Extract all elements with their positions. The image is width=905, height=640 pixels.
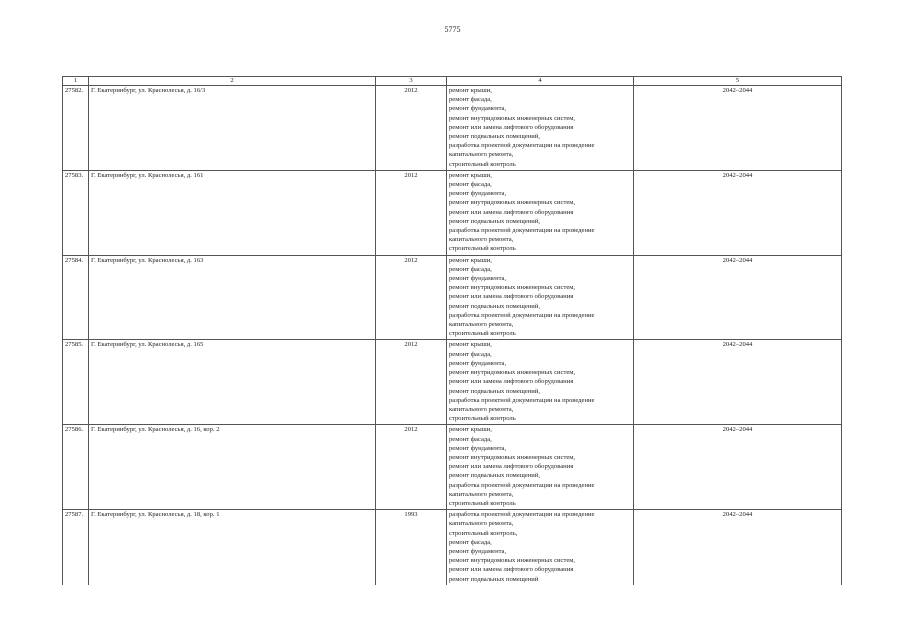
row-number: 27586. xyxy=(63,425,89,510)
row-address: Г. Екатеринбург, ул. Краснолесья, д. 16, кор. 2 xyxy=(89,425,376,510)
work-item: ремонт фасада, xyxy=(449,181,492,189)
work-item: ремонт внутридомовых инженерных систем, xyxy=(449,369,576,377)
work-item: ремонт или замена лифтового оборудования xyxy=(449,123,574,131)
table-header xyxy=(63,77,842,86)
header-row xyxy=(63,77,842,86)
work-item: ремонт подвальных помещений, xyxy=(449,302,540,310)
work-item: строительный контроль xyxy=(449,499,516,507)
work-item: ремонт фундамента, xyxy=(449,190,507,198)
work-item: ремонт внутридомовых инженерных систем, xyxy=(449,114,576,122)
work-item: ремонт крыши, xyxy=(449,341,492,349)
row-year: 2012 xyxy=(376,255,447,340)
table-row xyxy=(63,510,842,585)
work-item: ремонт или замена лифтового оборудования xyxy=(449,293,574,301)
header-col-2: 2 xyxy=(89,77,376,86)
work-item: разработка проектной документации на проведение xyxy=(449,396,595,404)
table-row xyxy=(63,340,842,425)
row-year: 2012 xyxy=(376,340,447,425)
row-period: 2042–2044 xyxy=(634,510,842,585)
work-item: капитального ремонта, xyxy=(449,490,514,498)
work-item: ремонт фасада, xyxy=(449,538,492,546)
work-item: строительный контроль, xyxy=(449,529,518,537)
row-works-list xyxy=(447,510,634,585)
row-works-list xyxy=(447,255,634,340)
row-period: 2042–2044 xyxy=(634,425,842,510)
row-period: 2042–2044 xyxy=(634,340,842,425)
row-year: 2012 xyxy=(376,425,447,510)
work-item: ремонт фундамента, xyxy=(449,105,507,113)
page-number: 5775 xyxy=(444,25,461,34)
row-works-list xyxy=(447,170,634,255)
work-item: ремонт внутридомовых инженерных систем, xyxy=(449,453,576,461)
work-item: ремонт фундамента, xyxy=(449,359,507,367)
work-item: капитального ремонта, xyxy=(449,405,514,413)
work-item: ремонт крыши, xyxy=(449,256,492,264)
table-row xyxy=(63,170,842,255)
row-number: 27587. xyxy=(63,510,89,585)
work-item: ремонт подвальных помещений, xyxy=(449,387,540,395)
table-row xyxy=(63,86,842,171)
work-item: капитального ремонта, xyxy=(449,236,514,244)
row-year: 1993 xyxy=(376,510,447,585)
work-item: капитального ремонта, xyxy=(449,321,514,329)
row-number: 27584. xyxy=(63,255,89,340)
header-col-4: 4 xyxy=(447,77,634,86)
work-item: ремонт фасада, xyxy=(449,96,492,104)
work-item: ремонт фасада, xyxy=(449,265,492,273)
row-period: 2042–2044 xyxy=(634,170,842,255)
row-address: Г. Екатеринбург, ул. Краснолесья, д. 165 xyxy=(89,340,376,425)
work-item: ремонт или замена лифтового оборудования xyxy=(449,378,574,386)
row-address: Г. Екатеринбург, ул. Краснолесья, д. 18, кор. 1 xyxy=(89,510,376,585)
work-item: ремонт крыши, xyxy=(449,171,492,179)
row-year: 2012 xyxy=(376,170,447,255)
table-body xyxy=(63,86,842,585)
work-item: ремонт крыши, xyxy=(449,87,492,94)
work-item: разработка проектной документации на проведение xyxy=(449,481,595,489)
row-period: 2042–2044 xyxy=(634,86,842,171)
work-item: ремонт фундамента, xyxy=(449,547,507,555)
work-item: ремонт внутридомовых инженерных систем, xyxy=(449,284,576,292)
row-number: 27585. xyxy=(63,340,89,425)
work-item: разработка проектной документации на проведение xyxy=(449,311,595,319)
work-item: строительный контроль xyxy=(449,415,516,423)
work-item: капитального ремонта, xyxy=(449,520,514,528)
work-item: ремонт фасада, xyxy=(449,350,492,358)
work-item: ремонт подвальных помещений, xyxy=(449,217,540,225)
work-item: ремонт подвальных помещений, xyxy=(449,472,540,480)
work-item: ремонт фундамента, xyxy=(449,275,507,283)
table-row xyxy=(63,425,842,510)
work-item: ремонт крыши, xyxy=(449,426,492,434)
header-col-1: 1 xyxy=(63,77,89,86)
work-item: ремонт подвальных помещений xyxy=(449,575,539,583)
work-item: ремонт внутридомовых инженерных систем, xyxy=(449,199,576,207)
work-item: ремонт подвальных помещений, xyxy=(449,133,540,141)
work-item: строительный контроль xyxy=(449,245,516,253)
work-item: ремонт или замена лифтового оборудования xyxy=(449,566,574,574)
header-col-5: 5 xyxy=(634,77,842,86)
row-period: 2042–2044 xyxy=(634,255,842,340)
work-item: ремонт внутридомовых инженерных систем, xyxy=(449,557,576,565)
work-item: капитального ремонта, xyxy=(449,151,514,159)
row-number: 27583. xyxy=(63,170,89,255)
work-item: строительный контроль xyxy=(449,330,516,338)
work-item: ремонт фундамента, xyxy=(449,444,507,452)
row-address: Г. Екатеринбург, ул. Краснолесья, д. 161 xyxy=(89,170,376,255)
work-item: ремонт или замена лифтового оборудования xyxy=(449,208,574,216)
row-address: Г. Екатеринбург, ул. Краснолесья, д. 163 xyxy=(89,255,376,340)
capital-repair-table xyxy=(62,76,842,585)
table-row xyxy=(63,255,842,340)
row-works-list xyxy=(447,425,634,510)
work-item: разработка проектной документации на проведение xyxy=(449,142,595,150)
row-works-list xyxy=(447,340,634,425)
work-item: ремонт или замена лифтового оборудования xyxy=(449,463,574,471)
work-item: ремонт фасада, xyxy=(449,435,492,443)
row-address: Г. Екатеринбург, ул. Краснолесья, д. 16/3 xyxy=(89,86,376,171)
row-works-list xyxy=(447,86,634,171)
row-year: 2012 xyxy=(376,86,447,171)
work-item: разработка проектной документации на проведение xyxy=(449,511,595,519)
work-item: строительный контроль xyxy=(449,160,516,168)
row-number: 27582. xyxy=(63,86,89,171)
work-item: разработка проектной документации на проведение xyxy=(449,227,595,235)
header-col-3: 3 xyxy=(376,77,447,86)
